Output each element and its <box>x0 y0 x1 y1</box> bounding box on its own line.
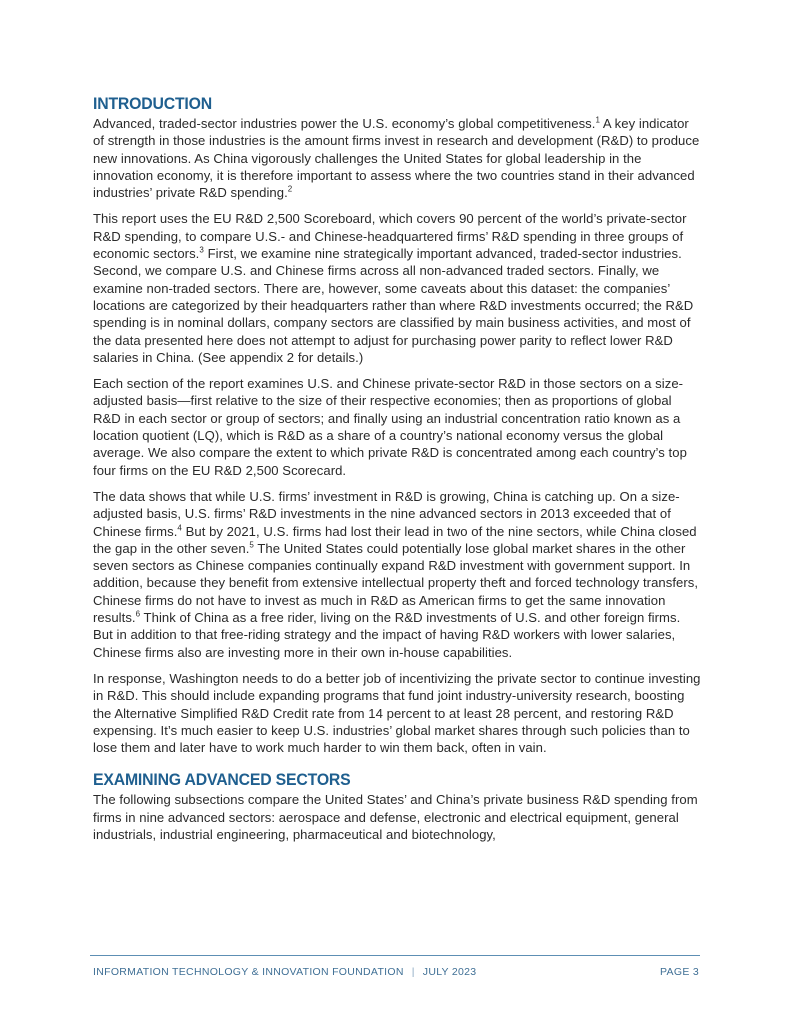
paragraph-4-text-b: But by 2021, U.S. firms had lost their lead in two of the nine sectors, while China closed the gap in the other seven. <box>93 523 697 556</box>
section-heading-advanced-sectors: EXAMINING ADVANCED SECTORS <box>93 770 351 790</box>
paragraph-4 <box>93 488 703 661</box>
paragraph-4-text-d: Think of China as a free rider, living on the R&D investments of U.S. and other foreign firms. But in addition to that free-riding strategy and the impact of having R&D workers with lower salaries, Chinese firms also are investing more in their own in-house capabilities. <box>93 610 681 660</box>
paragraph-5: In response, Washington needs to do a better job of incentivizing the private sector to continue investing in R&D. This should include expanding programs that fund joint industry-university research, boosting the Alternative Simplified R&D Credit rate from 14 percent to at least 28 percent, and restoring R&D expensing. It’s much easier to keep U.S. industries’ global market shares through such policies than to lose them and later have to work much harder to win them back, often in vain. <box>93 670 701 756</box>
paragraph-6: The following subsections compare the United States’ and China’s private business R&D spending from firms in nine advanced sectors: aerospace and defense, electronic and electrical equipment, general industrials, industrial engineering, pharmaceutical and biotechnology, <box>93 792 698 842</box>
paragraph-1-text-b: A key indicator of strength in those industries is the amount firms invest in research and development (R&D) to produce new innovations. As China vigorously challenges the United States for global leadership in the innovation economy, it is therefore important to assess where the two countries stand in their advanced industries’ private R&D spending. <box>93 116 700 201</box>
footer-org: INFORMATION TECHNOLOGY & INNOVATION FOUNDATION <box>93 966 404 978</box>
paragraph-1-text-a: Advanced, traded-sector industries power the U.S. economy’s global competitiveness. <box>93 116 596 131</box>
paragraph-2-text-a: This report uses the EU R&D 2,500 Scoreboard, which covers 90 percent of the world’s private-sector R&D spending, to compare U.S.- and Chinese-headquartered firms’ R&D spending in three groups of economic sectors. <box>93 211 687 262</box>
paragraph-3: Each section of the report examines U.S. and Chinese private-sector R&D in those sectors on a size-adjusted basis—first relative to the size of their respective economies; then as proportions of global R&D in each sector or group of sectors; and finally using an industrial concentration ratio known as a location quotient (LQ), which is R&D as a share of a country’s national economy versus the global average. We also compare the extent to which private R&D is concentrated among each country’s top four firms on the EU R&D 2,500 Scorecard. <box>93 376 687 478</box>
page-content <box>93 93 703 852</box>
footer-left <box>93 966 476 978</box>
footnote-ref-5[interactable]: 5 <box>249 540 254 550</box>
footnote-ref-2[interactable]: 2 <box>287 184 293 194</box>
section-heading-introduction: INTRODUCTION <box>93 94 212 113</box>
paragraph-2-text-b: First, we examine nine strategically important advanced, traded-sector industries. Second, we compare U.S. and Chinese firms across all non-advanced traded sectors. Finally, we examine non-traded sectors. There are, however, some caveats about this dataset: the companies’ locations are categorized by their headquarters rather than where R&D investments occurred; the R&D spending is in nominal dollars, company sectors are classified by main business activities, and most of the data presented here does not attempt to adjust for purchasing power parity to reflect lower R&D salaries in China. (See appendix 2 for details.) <box>93 246 694 365</box>
footer-date: JULY 2023 <box>422 966 477 978</box>
footnote-ref-4[interactable]: 4 <box>177 523 182 533</box>
footnote-ref-6[interactable]: 6 <box>135 609 141 619</box>
footer-page-number: PAGE 3 <box>660 966 699 978</box>
footer-divider <box>90 955 700 956</box>
footer-separator: | <box>411 966 415 978</box>
footnote-ref-3[interactable]: 3 <box>199 245 204 255</box>
paragraph-4-text-a: The data shows that while U.S. firms’ investment in R&D is growing, China is catching up. On a size-adjusted basis, U.S. firms’ R&D investments in the nine advanced sectors in 2013 exceeded that of Chinese firms. <box>93 488 680 539</box>
footnote-ref-1[interactable]: 1 <box>595 115 600 125</box>
paragraph-2 <box>93 210 703 366</box>
paragraph-1 <box>93 115 703 201</box>
paragraph-4-text-c: The United States could potentially lose global market shares in the other seven sectors as Chinese companies continually expand R&D investment with government support. In addition, because they benefit from extensive intellectual property theft and forced technology transfers, Chinese firms do not have to invest as much in R&D as American firms to get the same innovation results. <box>93 540 699 626</box>
